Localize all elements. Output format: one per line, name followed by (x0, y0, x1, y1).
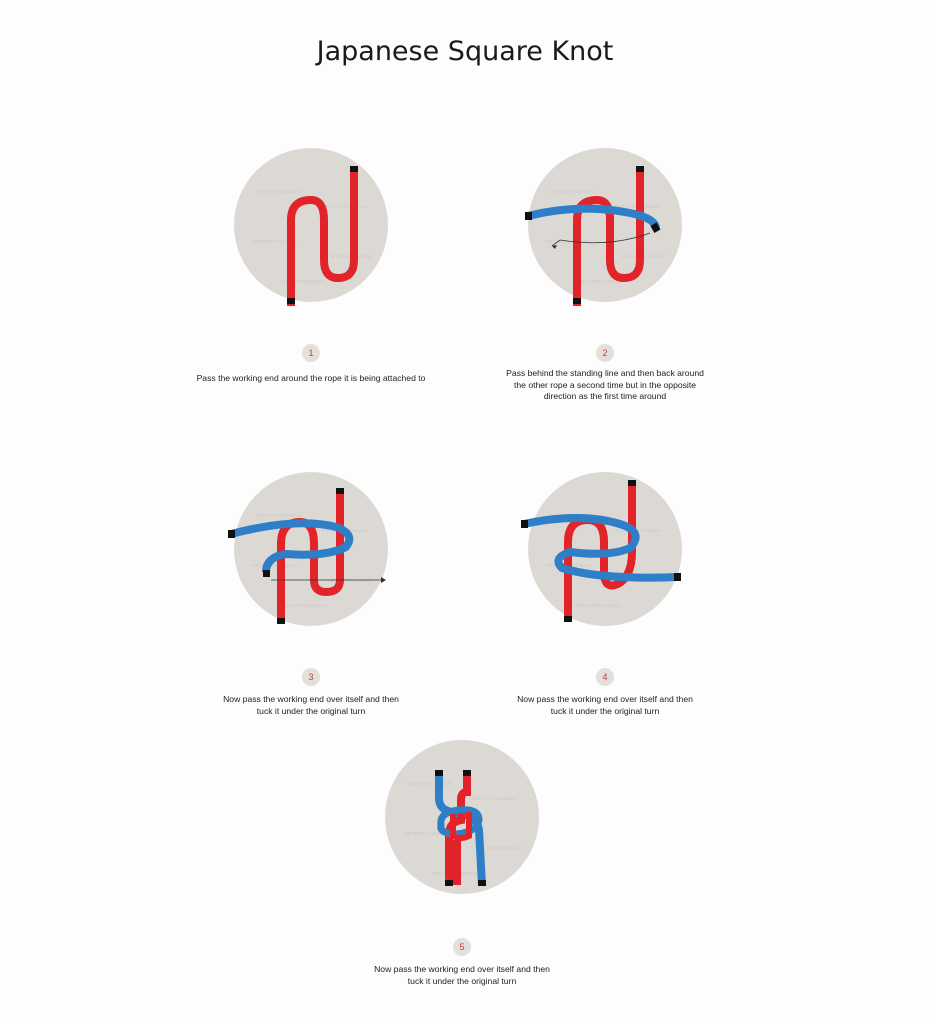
rope-tip (674, 573, 681, 581)
rope-tip (573, 298, 581, 304)
step-number-badge: 4 (596, 668, 614, 686)
step-caption: Pass behind the standing line and then back around the other rope a second time but in the opposite direction as the first time around (506, 368, 704, 401)
svg-text:THE KNOTS MANUAL: THE KNOTS MANUAL (477, 846, 523, 851)
step-caption: Now pass the working end over itself and then tuck it under the original turn (517, 694, 693, 716)
step-5-illustration (377, 740, 547, 910)
step-5 (297, 740, 627, 990)
step-2 (440, 148, 770, 408)
rope-tip (277, 618, 285, 624)
step-caption: Pass the working end around the rope it is being attached to (196, 373, 426, 383)
rope-tip (636, 166, 644, 172)
step-number-badge: 1 (302, 344, 320, 362)
step-1-illustration (226, 148, 396, 318)
rope-tip (336, 488, 344, 494)
step-4-illustration (520, 472, 690, 642)
rope-tip (287, 298, 295, 304)
rope-tip (478, 880, 486, 886)
step-caption: Now pass the working end over itself and then tuck it under the original turn (223, 694, 399, 716)
step-number-badge: 5 (453, 938, 471, 956)
step-number-badge: 2 (596, 344, 614, 362)
step-4 (440, 472, 770, 722)
rope-tip (525, 212, 532, 220)
rope-tip (445, 880, 453, 886)
svg-text:THE KNOTS MANUAL: THE KNOTS MANUAL (256, 189, 302, 194)
svg-text:THE KNOTS MANUAL: THE KNOTS MANUAL (545, 239, 591, 244)
step-caption: Now pass the working end over itself and then tuck it under the original turn (374, 964, 550, 986)
svg-text:THE KNOTS MANUAL: THE KNOTS MANUAL (281, 603, 327, 608)
svg-text:THE KNOTS MANUAL: THE KNOTS MANUAL (281, 279, 327, 284)
rope-tip (435, 770, 443, 776)
rope-tip (463, 770, 471, 776)
svg-text:THE KNOTS MANUAL: THE KNOTS MANUAL (615, 528, 661, 533)
svg-text:THE KNOTS MANUAL: THE KNOTS MANUAL (620, 578, 666, 583)
step-1 (146, 148, 476, 408)
svg-text:THE KNOTS MANUAL: THE KNOTS MANUAL (321, 204, 367, 209)
step-number-badge: 3 (302, 668, 320, 686)
svg-text:THE KNOTS MANUAL: THE KNOTS MANUAL (620, 254, 666, 259)
rope-tip (521, 520, 528, 528)
svg-text:THE KNOTS MANUAL: THE KNOTS MANUAL (550, 513, 596, 518)
svg-text:THE KNOTS MANUAL: THE KNOTS MANUAL (256, 513, 302, 518)
svg-text:THE KNOTS MANUAL: THE KNOTS MANUAL (251, 563, 297, 568)
rope-tip (263, 570, 270, 577)
svg-text:THE KNOTS MANUAL: THE KNOTS MANUAL (402, 831, 448, 836)
svg-text:THE KNOTS MANUAL: THE KNOTS MANUAL (407, 781, 453, 786)
rope-tip (564, 616, 572, 622)
svg-text:THE KNOTS MANUAL: THE KNOTS MANUAL (575, 279, 621, 284)
rope-tip (628, 480, 636, 486)
svg-text:THE KNOTS MANUAL: THE KNOTS MANUAL (550, 189, 596, 194)
svg-text:THE KNOTS MANUAL: THE KNOTS MANUAL (615, 204, 661, 209)
svg-text:THE KNOTS MANUAL: THE KNOTS MANUAL (251, 239, 297, 244)
arrow-head (381, 577, 386, 583)
step-3-illustration (226, 472, 396, 642)
svg-text:THE KNOTS MANUAL: THE KNOTS MANUAL (326, 254, 372, 259)
step-3 (146, 472, 476, 722)
svg-text:THE KNOTS MANUAL: THE KNOTS MANUAL (321, 528, 367, 533)
rope-tip (350, 166, 358, 172)
svg-text:THE KNOTS MANUAL: THE KNOTS MANUAL (432, 871, 478, 876)
svg-text:THE KNOTS MANUAL: THE KNOTS MANUAL (575, 603, 621, 608)
svg-text:THE KNOTS MANUAL: THE KNOTS MANUAL (472, 796, 518, 801)
rope-tip (228, 530, 235, 538)
page-title: Japanese Square Knot (316, 36, 614, 67)
svg-text:THE KNOTS MANUAL: THE KNOTS MANUAL (326, 578, 372, 583)
step-2-illustration (520, 148, 690, 318)
svg-text:THE KNOTS MANUAL: THE KNOTS MANUAL (545, 563, 591, 568)
